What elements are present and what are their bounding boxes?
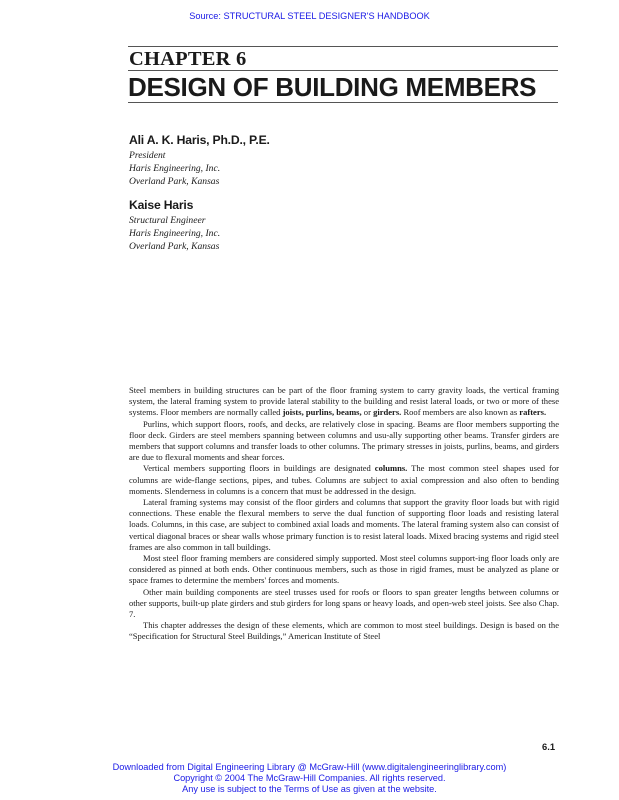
chapter-label: CHAPTER 6 (129, 48, 247, 70)
paragraph: Vertical members supporting floors in buildings are designated columns. The most common steel shapes used for columns are wide-flange sections, pipes, and tubes. Columns are subject to axial compression and also often to bending moments. Slenderness in columns is a concern that must be addressed in the design. (129, 463, 559, 496)
page-number: 6.1 (542, 741, 556, 752)
author-name: Kaise Haris (129, 198, 194, 212)
source-line[interactable]: Source: STRUCTURAL STEEL DESIGNER'S HANDBOOK (189, 11, 430, 21)
affiliation-line: Haris Engineering, Inc. (129, 163, 221, 174)
paragraph: Purlins, which support floors, roofs, and decks, are relatively close in spacing. Beams are floor members supporting the floor deck. Girders are steel members spanning between columns and usu-ally supporting other beams. Transfer girders are members that support columns and transfer loads to other columns. The primary stresses in joists, purlins, beams, and girders are due to flexural moments and shear forces. (129, 418, 559, 463)
chapter-title: DESIGN OF BUILDING MEMBERS (128, 72, 537, 102)
top-rule (128, 46, 558, 47)
footer-download-link[interactable]: Downloaded from Digital Engineering Library @ McGraw-Hill (www.digitalengineeringlibrary.com) (112, 762, 507, 772)
footer (0, 762, 619, 795)
middle-rule (128, 70, 558, 71)
author-affiliation (129, 149, 220, 188)
footer-terms-link[interactable]: Any use is subject to the Terms of Use as given at the website. (182, 784, 437, 794)
affiliation-line: Structural Engineer (129, 215, 206, 226)
affiliation-line: Overland Park, Kansas (129, 241, 220, 252)
body-text (129, 385, 559, 643)
paragraph: This chapter addresses the design of these elements, which are common to most steel buildings. Design is based on the “Specification for Structural Steel Buildings,” American Institute of Steel (129, 620, 559, 642)
paragraph: Steel members in building structures can be part of the floor framing system to carry gravity loads, the vertical framing system, the lateral framing system to provide lateral stability to the building and resist lateral loads, or two or more of these systems. Floor members are normally called joists, purlins, beams, or girders. Roof members are also known as rafters. (129, 385, 559, 418)
footer-copyright: Copyright © 2004 The McGraw-Hill Companies. All rights reserved. (173, 773, 446, 783)
affiliation-line: President (129, 150, 166, 161)
paragraph: Other main building components are steel trusses used for roofs or floors to span greater lengths between columns or other supports, built-up plate girders and stub girders for long spans or heavy loads, and open-web steel joists. See also Chap. 7. (129, 586, 559, 620)
bottom-rule (128, 102, 558, 103)
author-name: Ali A. K. Haris, Ph.D., P.E. (129, 133, 270, 147)
author-affiliation (129, 214, 220, 253)
paragraph: Lateral framing systems may consist of the floor girders and columns that support the gravity floor loads but with rigid connections. These enable the flexural members to serve the dual function of supporting floor loads and resisting lateral loads. Columns, in this case, are subject to combined axial loads and moments. The lateral framing system also can consist of vertical diagonal braces or shear walls whose primary function is to resist lateral loads. Mixed bracing systems and rigid steel frames are also common in tall buildings. (129, 497, 559, 552)
paragraph: Most steel floor framing members are considered simply supported. Most steel columns support-ing floor loads only are considered as pinned at both ends. Other continuous members, such as those in rigid frames, must be analyzed as plane or space frames to determine the members' forces and moments. (129, 553, 559, 586)
affiliation-line: Overland Park, Kansas (129, 176, 220, 187)
affiliation-line: Haris Engineering, Inc. (129, 228, 221, 239)
